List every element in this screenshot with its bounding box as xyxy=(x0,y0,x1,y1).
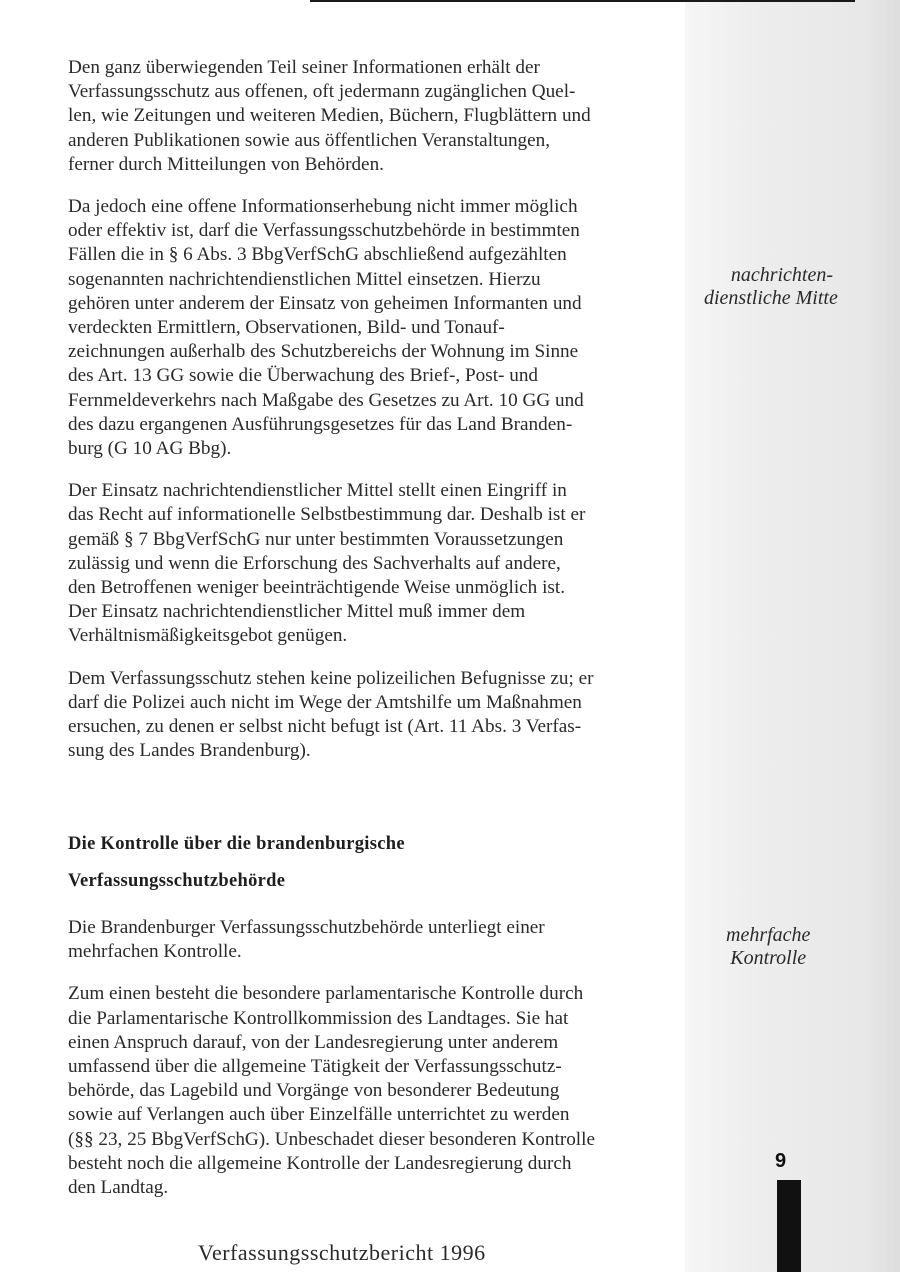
top-rule xyxy=(310,0,855,2)
sidenote-mehrfache-kontrolle xyxy=(726,924,810,970)
thumb-index-bar xyxy=(777,1180,801,1272)
paragraph xyxy=(68,667,668,764)
text-line: ferner durch Mitteilungen von Behörden. xyxy=(68,153,384,175)
page-edge-shadow xyxy=(860,0,900,1272)
paragraph-gap xyxy=(68,649,668,667)
text-line: Fernmeldeverkehrs nach Maßgabe des Gesetzes zu Art. 10 GG und xyxy=(68,389,584,411)
text-line: den Betroffenen weniger beeinträchtigende Weise unmöglich ist. xyxy=(68,577,565,599)
paragraph xyxy=(68,195,668,461)
paragraph xyxy=(68,479,668,648)
text-line: gehören unter anderem der Einsatz von geheimen Informanten und xyxy=(68,292,582,314)
paragraph xyxy=(68,56,668,177)
text-line: behörde, das Lagebild und Vorgänge von besonderer Bedeutung xyxy=(68,1080,560,1102)
text-line: oder effektiv ist, darf die Verfassungsschutzbehörde in bestimmten xyxy=(68,220,580,242)
text-line: umfassend über die allgemeine Tätigkeit der Verfassungsschutz- xyxy=(68,1056,562,1078)
text-line: sogenannten nachrichtendienstlichen Mittel einsetzen. Hierzu xyxy=(68,268,541,290)
text-line: das Recht auf informationelle Selbstbestimmung dar. Deshalb ist er xyxy=(68,504,586,526)
text-line: Fällen die in § 6 Abs. 3 BbgVerfSchG abschließend aufgezählten xyxy=(68,244,567,266)
paragraph xyxy=(68,982,668,1200)
text-line: Da jedoch eine offene Informationserhebung nicht immer möglich xyxy=(68,196,578,218)
text-line: des dazu ergangenen Ausführungsgesetzes für das Land Branden- xyxy=(68,413,573,435)
section-heading-line-2: Verfassungsschutzbehörde xyxy=(68,871,286,891)
text-line: Den ganz überwiegenden Teil seiner Informationen erhält der xyxy=(68,57,540,78)
text-line: Die Brandenburger Verfassungsschutzbehörde unterliegt einer xyxy=(68,917,545,938)
text-line: sung des Landes Brandenburg). xyxy=(68,740,311,762)
paragraph-gap xyxy=(68,964,668,982)
page-number: 9 xyxy=(775,1150,787,1172)
text-line: Der Einsatz nachrichtendienstlicher Mittel muß immer dem xyxy=(68,601,526,623)
section-heading-line-1: Die Kontrolle über die brandenburgische xyxy=(68,834,405,854)
paragraph xyxy=(68,916,668,964)
sidenote-line: dienstliche Mitte xyxy=(704,287,838,309)
text-line: besteht noch die allgemeine Kontrolle der Landesregierung durch xyxy=(68,1152,572,1174)
text-line: Der Einsatz nachrichtendienstlicher Mittel stellt einen Eingriff in xyxy=(68,480,567,502)
sidenote-line: mehrfache xyxy=(726,924,811,946)
text-line: Verfassungsschutz aus offenen, oft jedermann zugänglichen Quel- xyxy=(68,81,576,103)
body-text-bottom xyxy=(68,916,668,1200)
text-line: des Art. 13 GG sowie die Überwachung des Brief-, Post- und xyxy=(68,365,539,387)
text-line: sowie auf Verlangen auch über Einzelfälle unterrichtet zu werden xyxy=(68,1104,570,1126)
text-line: (§§ 23, 25 BbgVerfSchG). Unbeschadet dieser besonderen Kontrolle xyxy=(68,1128,595,1150)
paragraph-gap xyxy=(68,461,668,479)
text-line: zulässig und wenn die Erforschung des Sachverhalts auf andere, xyxy=(68,552,561,574)
text-line: anderen Publikationen sowie aus öffentlichen Veranstaltungen, xyxy=(68,129,551,151)
text-line: Zum einen besteht die besondere parlamentarische Kontrolle durch xyxy=(68,983,584,1005)
text-line: mehrfachen Kontrolle. xyxy=(68,941,242,963)
text-line: Verhältnismäßigkeitsgebot genügen. xyxy=(68,625,348,647)
text-line: burg (G 10 AG Bbg). xyxy=(68,438,232,460)
text-line: den Landtag. xyxy=(68,1177,169,1199)
sidenote-nachrichtendienstliche-mittel xyxy=(704,264,838,310)
body-text-top xyxy=(68,56,668,763)
text-line: Dem Verfassungsschutz stehen keine polizeilichen Befugnisse zu; er xyxy=(68,667,594,689)
text-line: darf die Polizei auch nicht im Wege der Amtshilfe um Maßnahmen xyxy=(68,691,582,713)
text-line: die Parlamentarische Kontrollkommission des Landtages. Sie hat xyxy=(68,1007,569,1029)
paragraph-gap xyxy=(68,177,668,195)
text-line: zeichnungen außerhalb des Schutzbereichs der Wohnung im Sinne xyxy=(68,341,579,363)
page-footer: Verfassungsschutzbericht 1996 xyxy=(198,1240,486,1265)
text-line: gemäß § 7 BbgVerfSchG nur unter bestimmten Voraussetzungen xyxy=(68,528,564,550)
text-line: ersuchen, zu denen er selbst nicht befugt ist (Art. 11 Abs. 3 Verfas- xyxy=(68,716,582,738)
sidenote-line: Kontrolle xyxy=(730,947,807,969)
sidenote-line: nachrichten- xyxy=(730,264,834,286)
text-line: len, wie Zeitungen und weiteren Medien, Büchern, Flugblättern und xyxy=(68,105,591,127)
text-line: einen Anspruch darauf, von der Landesregierung unter anderem xyxy=(68,1031,559,1053)
text-line: verdeckten Ermittlern, Observationen, Bild- und Tonauf- xyxy=(68,317,505,339)
